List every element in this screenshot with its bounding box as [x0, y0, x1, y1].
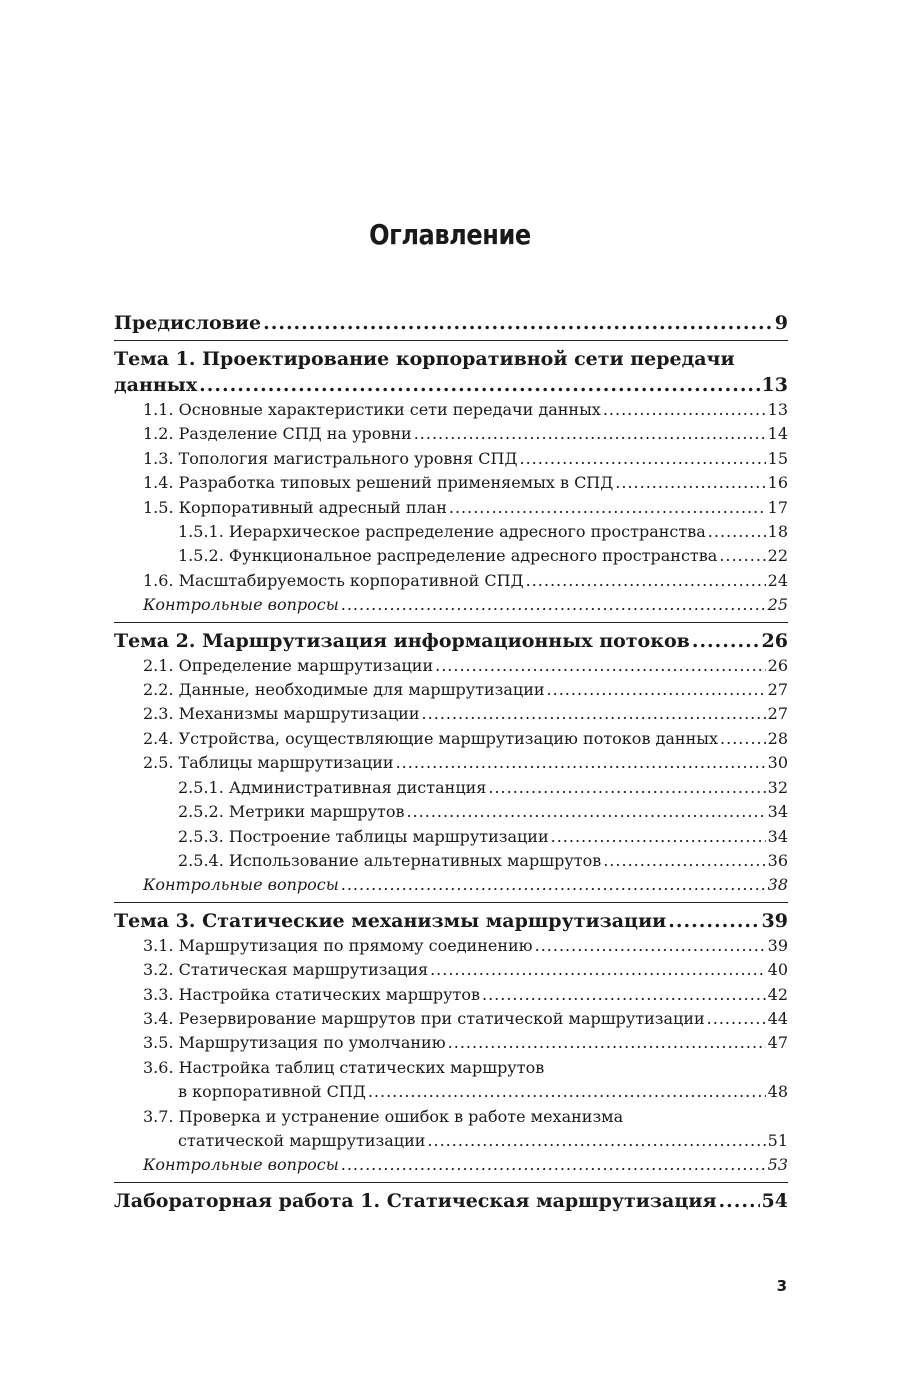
toc-entry-page: 17	[767, 497, 788, 517]
toc-entry-page: 13	[767, 400, 788, 419]
toc-entry-preface[interactable]	[114, 310, 788, 336]
toc-entry-page: 53	[767, 1155, 788, 1175]
toc-entry-label: Предисловие	[114, 312, 262, 334]
toc-entry-label: 3.2. Статическая маршрутизация	[143, 960, 429, 980]
toc-entry-2-4[interactable]	[114, 727, 788, 751]
toc-entry-page: 18	[767, 522, 788, 542]
leader-dots	[263, 310, 773, 336]
page-title: Оглавление	[369, 218, 531, 251]
toc-entry-label: 2.3. Механизмы маршрутизации	[143, 704, 420, 724]
leader-dots	[407, 800, 766, 824]
toc-entry-topic1-line1[interactable]: Тема 1. Проектирование корпоративной сети передачи	[114, 348, 735, 370]
toc-entry-label: 1.3. Топология магистрального уровня СПД	[143, 448, 518, 468]
leader-dots	[414, 422, 766, 446]
toc-entry-label: 1.5. Корпоративный адресный план	[143, 497, 447, 517]
toc-entry-page: 26	[761, 629, 788, 652]
leader-dots	[719, 544, 765, 568]
leader-dots	[427, 1129, 765, 1153]
toc-entry-topic2[interactable]	[114, 622, 788, 654]
toc-entry-1-5-2[interactable]	[114, 544, 788, 568]
toc-entry-page: 27	[767, 704, 788, 724]
leader-dots	[435, 654, 766, 678]
toc-entry-page: 22	[767, 546, 788, 566]
toc-entry-topic3[interactable]	[114, 902, 788, 934]
leader-dots	[719, 1188, 760, 1214]
toc-entry-2-3[interactable]	[114, 702, 788, 726]
toc-entry-3-6[interactable]	[114, 1080, 788, 1104]
toc-entry-1-5-1[interactable]	[114, 520, 788, 544]
toc-entry-page: 14	[767, 424, 788, 444]
toc-entry-topic1[interactable]	[114, 372, 788, 398]
leader-dots	[519, 447, 765, 471]
leader-dots	[341, 873, 766, 897]
toc-entry-page: 28	[767, 728, 788, 748]
toc-entry-page: 34	[767, 802, 788, 822]
leader-dots	[526, 569, 766, 593]
toc-entry-2-5-2[interactable]	[114, 800, 788, 824]
toc-entry-page: 34	[767, 826, 788, 846]
leader-dots	[603, 849, 765, 873]
toc-entry-2-2[interactable]	[114, 678, 788, 702]
toc-entry-label: 1.5.2. Функциональное распределение адресного пространства	[178, 546, 718, 566]
toc-entry-label: 2.5.1. Административная дистанция	[178, 777, 487, 797]
toc-entry-page: 24	[767, 570, 788, 590]
leader-dots	[708, 520, 766, 544]
toc-entry-label: Контрольные вопросы	[143, 1155, 339, 1175]
toc-entry-label: Тема 3. Статические механизмы маршрутизации	[114, 909, 667, 932]
leader-dots	[535, 934, 766, 958]
toc-entry-label: 1.4. Разработка типовых решений применяемых в СПД	[143, 473, 614, 493]
leader-dots	[551, 825, 766, 849]
toc-entry-page: 40	[767, 960, 788, 980]
toc-entry-3-4[interactable]	[114, 1007, 788, 1031]
leader-dots	[449, 496, 766, 520]
toc-entry-page: 42	[767, 984, 788, 1004]
leader-dots	[547, 678, 766, 702]
toc-entry-label: 2.5.2. Метрики маршрутов	[178, 802, 405, 822]
toc-entry-page: 48	[767, 1082, 788, 1102]
toc-entry-page: 44	[767, 1008, 788, 1028]
toc-entry-label: 1.2. Разделение СПД на уровни	[143, 424, 412, 444]
toc-entry-page: 39	[767, 935, 788, 955]
toc-entry-1-6[interactable]	[114, 569, 788, 593]
toc-entry-3-1[interactable]	[114, 934, 788, 958]
toc-entry-2-5-1[interactable]	[114, 776, 788, 800]
toc-entry-label: 3.1. Маршрутизация по прямому соединению	[143, 935, 533, 955]
leader-dots	[488, 776, 765, 800]
toc-entry-page: 32	[767, 777, 788, 797]
toc-entry-topic2-questions[interactable]	[114, 873, 788, 897]
leader-dots	[707, 1007, 766, 1031]
toc-entry-page: 51	[767, 1130, 788, 1150]
toc-entry-page: 27	[767, 680, 788, 700]
leader-dots	[341, 593, 766, 617]
toc-entry-label: 2.5.4. Использование альтернативных маршрутов	[178, 850, 602, 870]
toc-entry-label: 1.5.1. Иерархическое распределение адресного пространства	[178, 522, 706, 542]
toc-entry-label: Лабораторная работа 1. Статическая маршрутизация	[114, 1189, 717, 1212]
leader-dots	[668, 908, 759, 934]
toc-entry-topic1-questions[interactable]	[114, 593, 788, 617]
toc-entry-2-5[interactable]	[114, 751, 788, 775]
leader-dots	[482, 983, 766, 1007]
leader-dots	[199, 372, 759, 398]
toc-entry-label: в корпоративной СПД	[178, 1082, 366, 1102]
toc-entry-label: 3.3. Настройка статических маршрутов	[143, 984, 480, 1004]
toc-entry-3-7[interactable]	[114, 1129, 788, 1153]
toc-entry-1-5[interactable]	[114, 496, 788, 520]
toc-entry-label: 2.5. Таблицы маршрутизации	[143, 753, 394, 773]
toc-entry-1-2[interactable]	[114, 422, 788, 446]
leader-dots	[615, 471, 765, 495]
leader-dots	[448, 1031, 766, 1055]
toc-entry-label: статической маршрутизации	[178, 1130, 426, 1150]
toc-entry-page: 13	[761, 374, 788, 396]
toc-entry-3-6-line1[interactable]: 3.6. Настройка таблиц статических маршрутов	[143, 1057, 545, 1077]
toc-entry-lab1[interactable]	[114, 1182, 788, 1214]
leader-dots	[396, 751, 766, 775]
toc-entry-page: 15	[767, 448, 788, 468]
toc-entry-page: 54	[761, 1189, 788, 1212]
toc-entry-2-5-4[interactable]	[114, 849, 788, 873]
toc-entry-label: 3.5. Маршрутизация по умолчанию	[143, 1033, 446, 1053]
toc-entry-3-3[interactable]	[114, 983, 788, 1007]
leader-dots	[422, 702, 766, 726]
toc-entry-label: данных	[114, 374, 198, 396]
leader-dots	[368, 1080, 766, 1104]
toc-entry-page: 26	[767, 655, 788, 675]
toc-entry-2-1[interactable]	[114, 654, 788, 678]
toc-entry-page: 16	[767, 473, 788, 493]
toc-entry-page: 38	[767, 875, 788, 895]
toc-entry-2-5-3[interactable]	[114, 825, 788, 849]
toc-entry-label: 2.5.3. Построение таблицы маршрутизации	[178, 826, 549, 846]
toc-entry-3-2[interactable]	[114, 958, 788, 982]
toc-entry-3-5[interactable]	[114, 1031, 788, 1055]
toc-entry-label: 2.4. Устройства, осуществляющие маршрутизацию потоков данных	[143, 728, 719, 748]
toc-entry-1-4[interactable]	[114, 471, 788, 495]
table-of-contents	[114, 310, 788, 1214]
toc-entry-page: 30	[767, 753, 788, 773]
leader-dots	[720, 727, 766, 751]
toc-entry-label: Тема 2. Маршрутизация информационных потоков	[114, 629, 690, 652]
leader-dots	[692, 628, 760, 654]
toc-section-topic1	[114, 340, 788, 398]
toc-entry-page: 47	[767, 1033, 788, 1053]
toc-entry-page: 9	[774, 312, 788, 334]
toc-entry-label: 3.4. Резервирование маршрутов при статической маршрутизации	[143, 1008, 705, 1028]
toc-entry-label: 2.1. Определение маршрутизации	[143, 655, 434, 675]
toc-entry-label: 1.1. Основные характеристики сети передачи данных	[143, 400, 601, 419]
toc-entry-topic3-questions[interactable]	[114, 1153, 788, 1177]
leader-dots	[603, 398, 766, 422]
leader-dots	[430, 958, 766, 982]
toc-entry-page: 39	[761, 909, 788, 932]
toc-entry-label: 1.6. Масштабируемость корпоративной СПД	[143, 570, 524, 590]
toc-entry-1-1[interactable]	[114, 398, 788, 422]
toc-entry-label: Контрольные вопросы	[143, 875, 339, 895]
toc-entry-label: Контрольные вопросы	[143, 595, 339, 615]
toc-entry-3-7-line1[interactable]: 3.7. Проверка и устранение ошибок в работе механизма	[143, 1106, 624, 1126]
leader-dots	[341, 1153, 766, 1177]
toc-entry-page: 25	[767, 595, 788, 615]
toc-entry-1-3[interactable]	[114, 447, 788, 471]
toc-entry-page: 36	[767, 850, 788, 870]
page-number: 3	[776, 1277, 787, 1295]
toc-entry-label: 2.2. Данные, необходимые для маршрутизации	[143, 680, 545, 700]
